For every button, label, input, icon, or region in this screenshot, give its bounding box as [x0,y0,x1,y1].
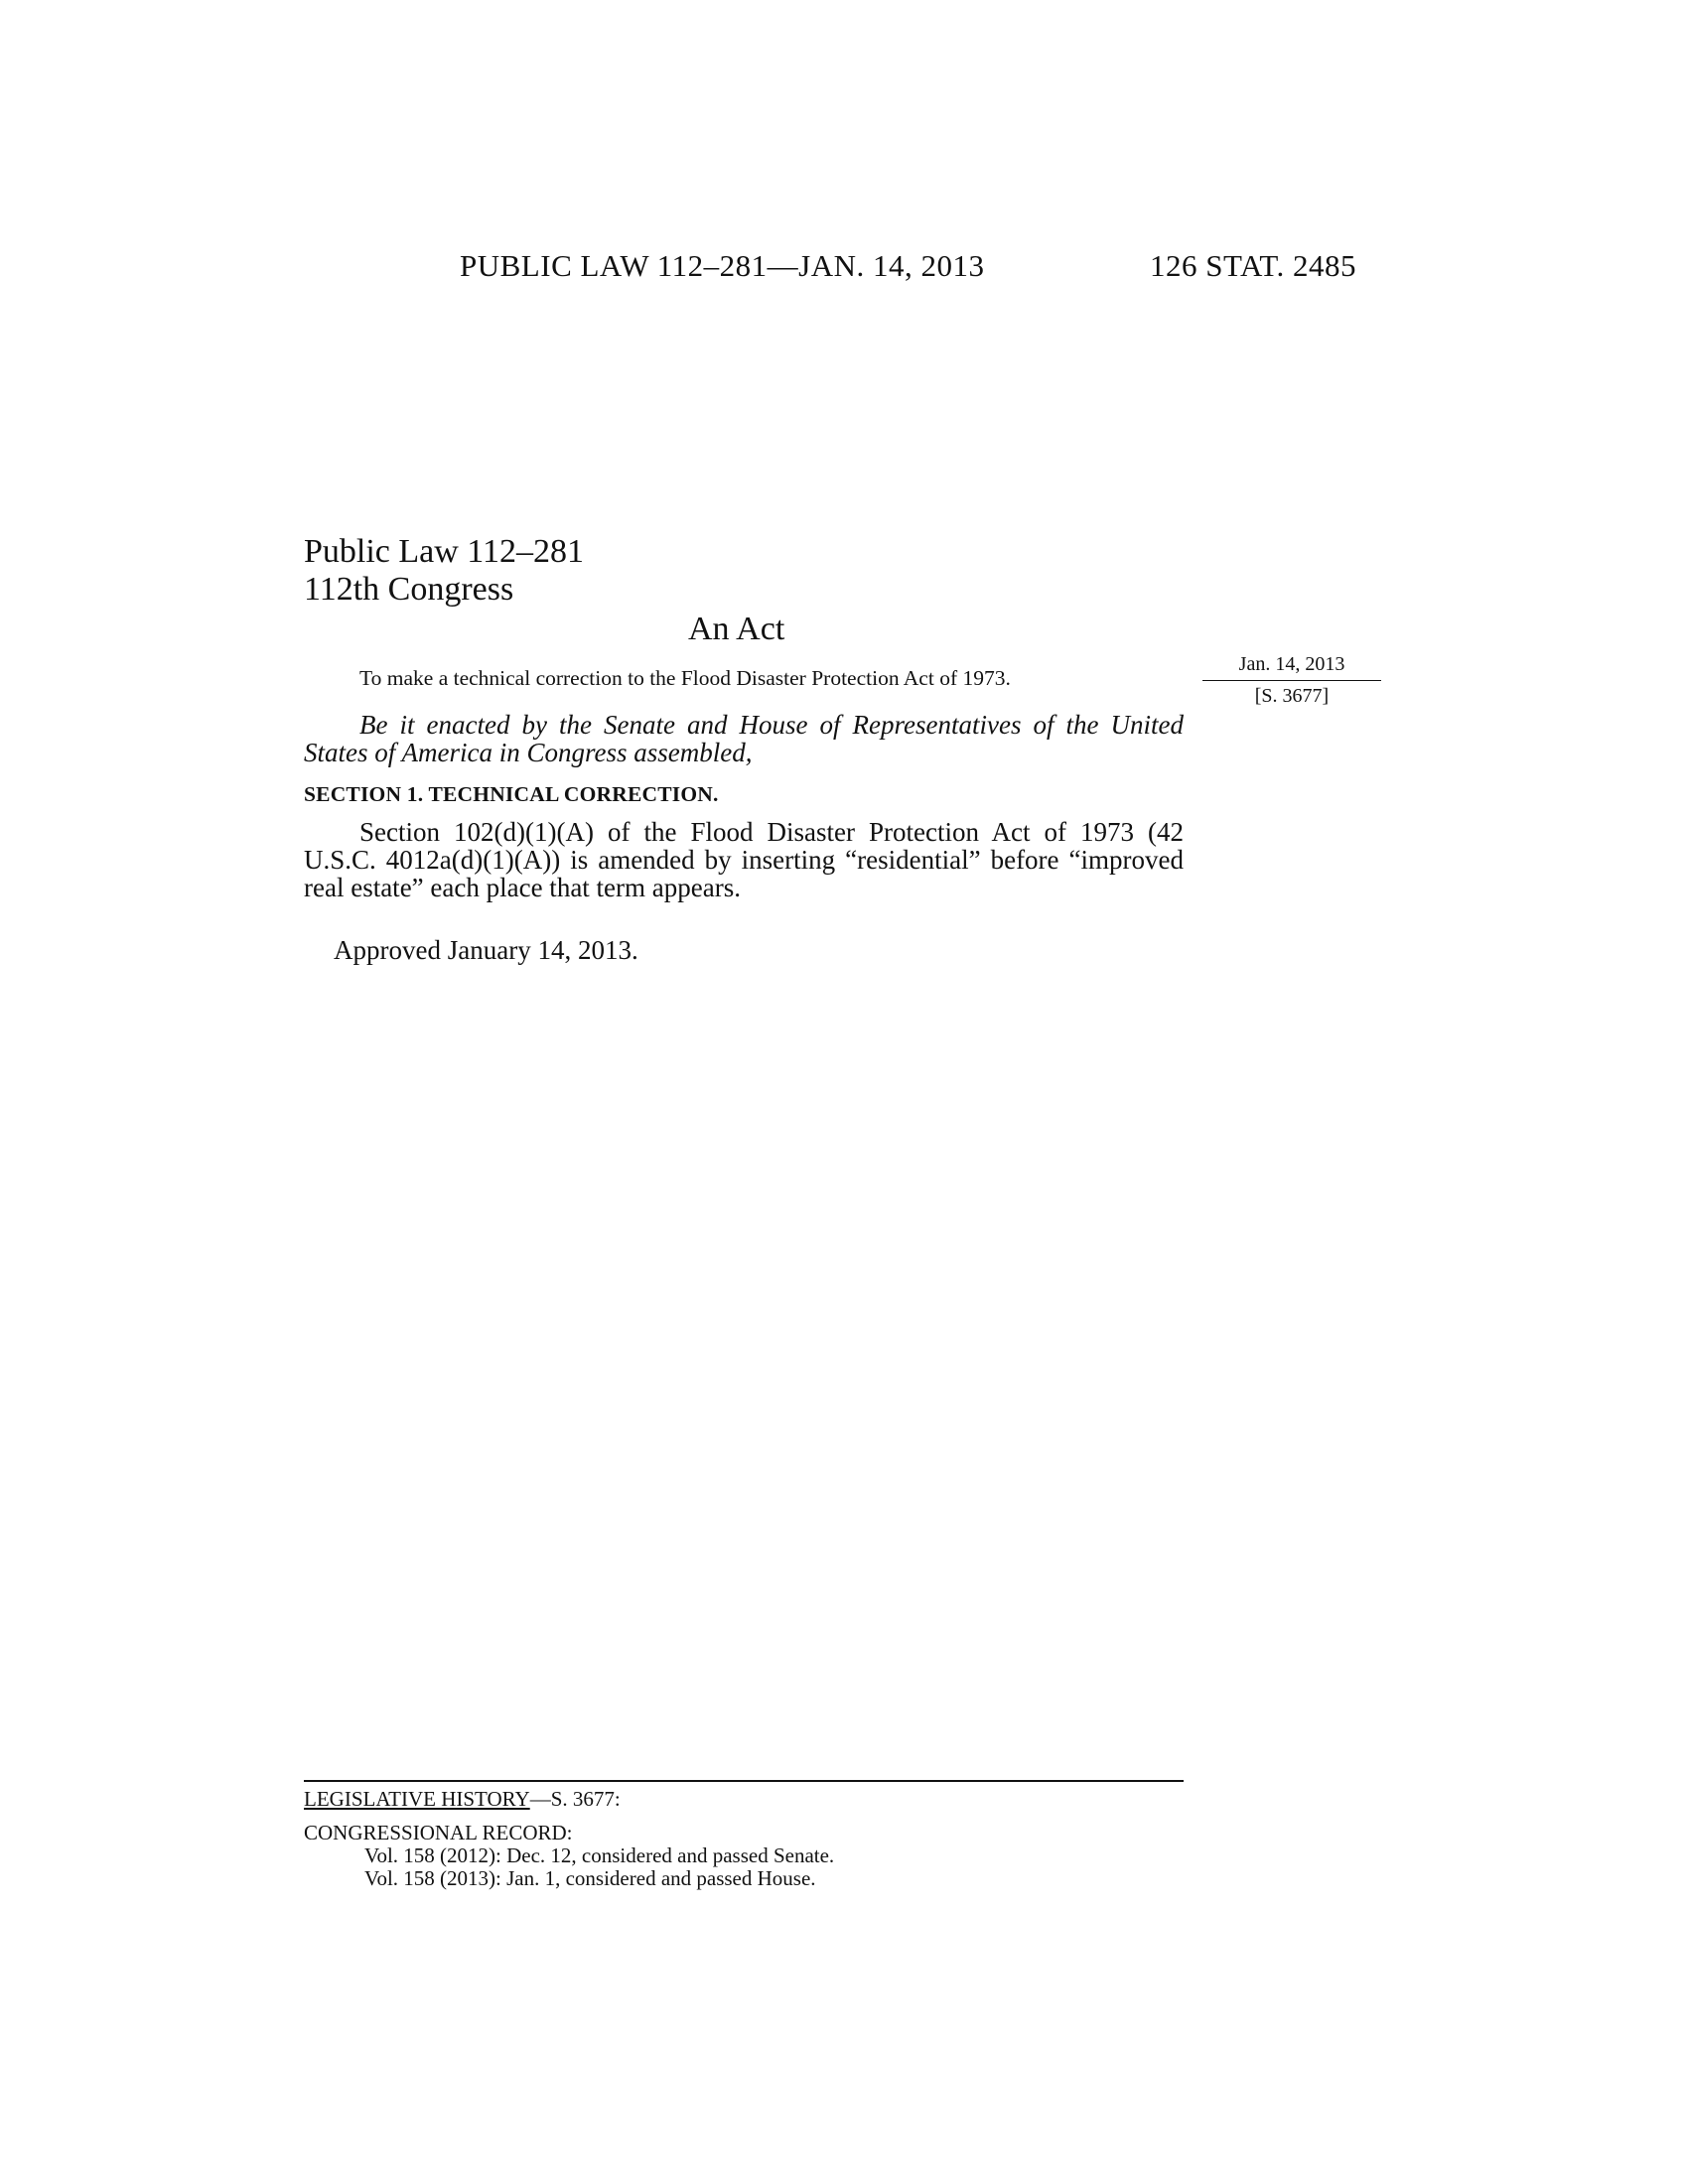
margin-divider [1202,680,1381,681]
law-title: Public Law 112–281 [304,533,585,570]
margin-bill-number: [S. 3677] [1254,685,1330,707]
stat-page-number: 126 STAT. 2485 [1150,248,1357,283]
congressional-record-heading: CONGRESSIONAL RECORD: [304,1821,573,1844]
legislative-history [304,1787,621,1812]
enacting-clause: Be it enacted by the Senate and House of Representatives of the United States of America in Congress assembled, [304,710,1184,767]
legislative-history-label: LEGISLATIVE HISTORY [304,1787,530,1811]
approval-date: Approved January 14, 2013. [334,935,638,965]
congress-label: 112th Congress [304,571,514,608]
section-body: Section 102(d)(1)(A) of the Flood Disaster Protection Act of 1973 (42 U.S.C. 4012a(d)(1)(A)) is amended by inserting “residential” before “improved real estate” each place that term appears. [304,817,1184,902]
section-heading: SECTION 1. TECHNICAL CORRECTION. [304,782,719,806]
purpose-line: To make a technical correction to the Flood Disaster Protection Act of 1973. [359,666,1011,690]
margin-date: Jan. 14, 2013 [1238,653,1345,675]
legislative-history-bill: —S. 3677: [529,1787,621,1811]
record-entry: Vol. 158 (2012): Dec. 12, considered and passed Senate. [364,1843,835,1867]
act-heading: An Act [688,611,785,647]
running-head: PUBLIC LAW 112–281—JAN. 14, 2013 [460,248,985,283]
footer-divider [304,1780,1184,1782]
record-entry: Vol. 158 (2013): Jan. 1, considered and passed House. [364,1866,816,1890]
